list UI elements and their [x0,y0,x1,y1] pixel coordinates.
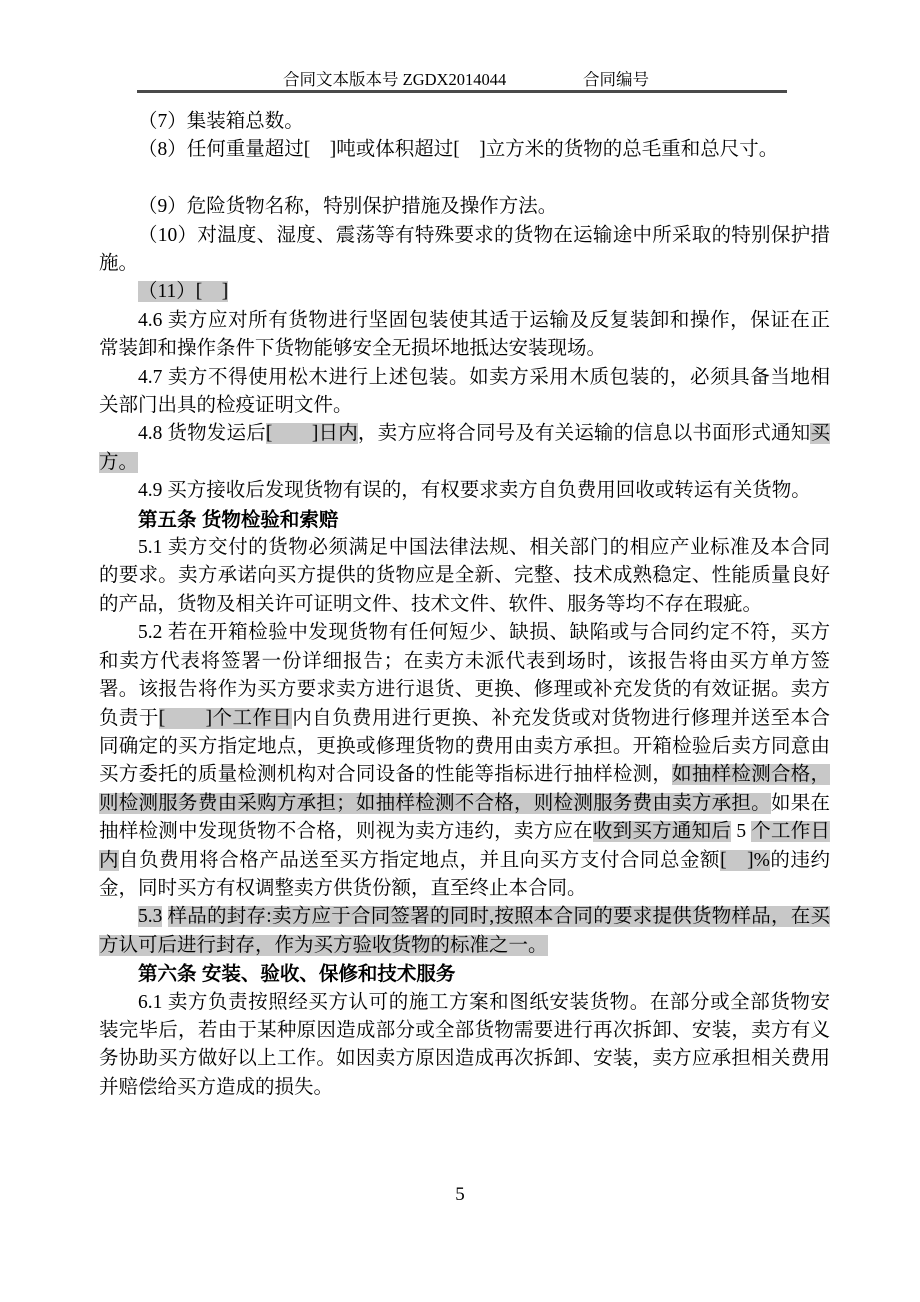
text-run: （9）危险货物名称，特别保护措施及操作方法。 [138,196,558,218]
blank-line [99,165,830,193]
highlighted-run: 5.3 [138,906,163,928]
text-run: 自负费用将合格产品送至买方指定地点，并且向买方支付合同总金额 [119,849,721,871]
text-run: 第五条 货物检验和索赔 [138,508,339,531]
text-run: 5.2 若在开箱检验中发现货物有任何短少、缺损、缺陷或与合同约定不符，买方和卖方代表将签署一份详细报告；在卖方未派代表到场时，该报告将由买方单方签署。该报告将作为买方要求卖方进行退货、更换、修理或补充发货的有效证据。卖方负责于 [99,622,830,729]
highlighted-run: 个工作日内 [99,821,830,871]
text-run [162,906,167,927]
highlighted-run: 样品的封存:卖方应于合同签署的同时,按照本合同的要求提供货物样品，在买方认可后进行封存，作为买方验收货物的标准之一。 [99,906,831,956]
text-run: 如果在抽样检测中发现货物不合格，则视为卖方违约，卖方应在 [99,792,830,843]
page-number: 5 [455,1184,465,1205]
paragraph [99,534,830,619]
paragraph [99,307,830,364]
page-footer [0,1184,920,1206]
paragraph [99,136,830,164]
header-contract-no-label: 合同编号 [583,70,649,89]
text-run: 4.6 卖方应对所有货物进行坚固包装使其适于运输及反复装卸和操作，保证在正常装卸和操作条件下货物能够安全无损坏地抵达安装现场。 [99,309,830,360]
paragraph [99,193,830,221]
paragraph [99,903,830,960]
text-run: 第六条 安装、验收、保修和技术服务 [138,963,456,986]
text-run: ，卖方应将合同号及有关运输的信息以书面形式通知 [357,423,811,445]
paragraph [99,989,830,1103]
text-run: 5 [731,821,752,843]
paragraph [99,364,830,421]
text-run: （7）集装箱总数。 [138,111,304,132]
text-run: 4.8 货物发运后 [138,423,266,445]
text-run: 6.1 卖方负责按照经买方认可的施工方案和图纸安装货物。在部分或全部货物安装完毕后，若由于某种原因造成部分或全部货物需要进行再次拆卸、安装，卖方有义务协助买方做好以上工作。如因卖方原因造成再次拆卸、安装，卖方应承担相关费用并赔偿给买方造成的损失。 [99,991,830,1098]
text-run: 内自负费用进行更换、补充发货或对货物进行修理并送至本合同确定的买方指定地点，更换或修理货物的费用由卖方承担。开箱检验后卖方同意由买方委托的质量检测机构对合同设备的性能等指标进行抽样检测， [99,707,830,786]
highlighted-run: 收到买方通知后 [592,821,732,843]
header-version-text: 合同文本版本号 ZGDX2014044 [283,70,507,89]
section-heading [99,506,830,534]
header-rule [137,90,787,93]
paragraph [99,619,830,903]
text-run: 4.9 买方接收后发现货物有误的，有权要求卖方自负费用回收或转运有关货物。 [138,480,811,502]
paragraph [99,477,830,505]
paragraph [99,222,830,279]
highlighted-run: （11）[ ] [138,281,229,303]
paragraph [99,108,830,136]
text-run: （8）任何重量超过[ ]吨或体积超过[ ]立方米的货物的总毛重和总尺寸。 [138,139,779,161]
highlighted-run: [ ]日内 [265,423,358,445]
paragraph [99,278,830,306]
highlighted-run: [ ]% [720,849,770,871]
text-run: 4.7 卖方不得使用松木进行上述包装。如卖方采用木质包装的，必须具备当地相关部门出具的检疫证明文件。 [99,366,830,417]
highlighted-run: 如抽样检测合格，则检测服务费由采购方承担；如抽样检测不合格，则检测服务费由卖方承担。 [99,764,830,814]
text-run: 的违约金，同时买方有权调整卖方供货份额，直至终止本合同。 [99,849,830,899]
text-run: 5.1 卖方交付的货物必须满足中国法律法规、相关部门的相应产业标准及本合同的要求。卖方承诺向买方提供的货物应是全新、完整、技术成熟稳定、性能质量良好的产品，货物及相关许可证明文件、技术文件、软件、服务等均不存在瑕疵。 [99,537,830,615]
highlighted-run: 买方。 [99,423,830,473]
highlighted-run: [ ]个工作日 [158,707,293,729]
text-run: （10）对温度、湿度、震荡等有特殊要求的货物在运输途中所采取的特别保护措施。 [99,224,830,275]
document-body [99,108,830,1102]
paragraph [99,420,830,477]
section-heading [99,960,830,988]
